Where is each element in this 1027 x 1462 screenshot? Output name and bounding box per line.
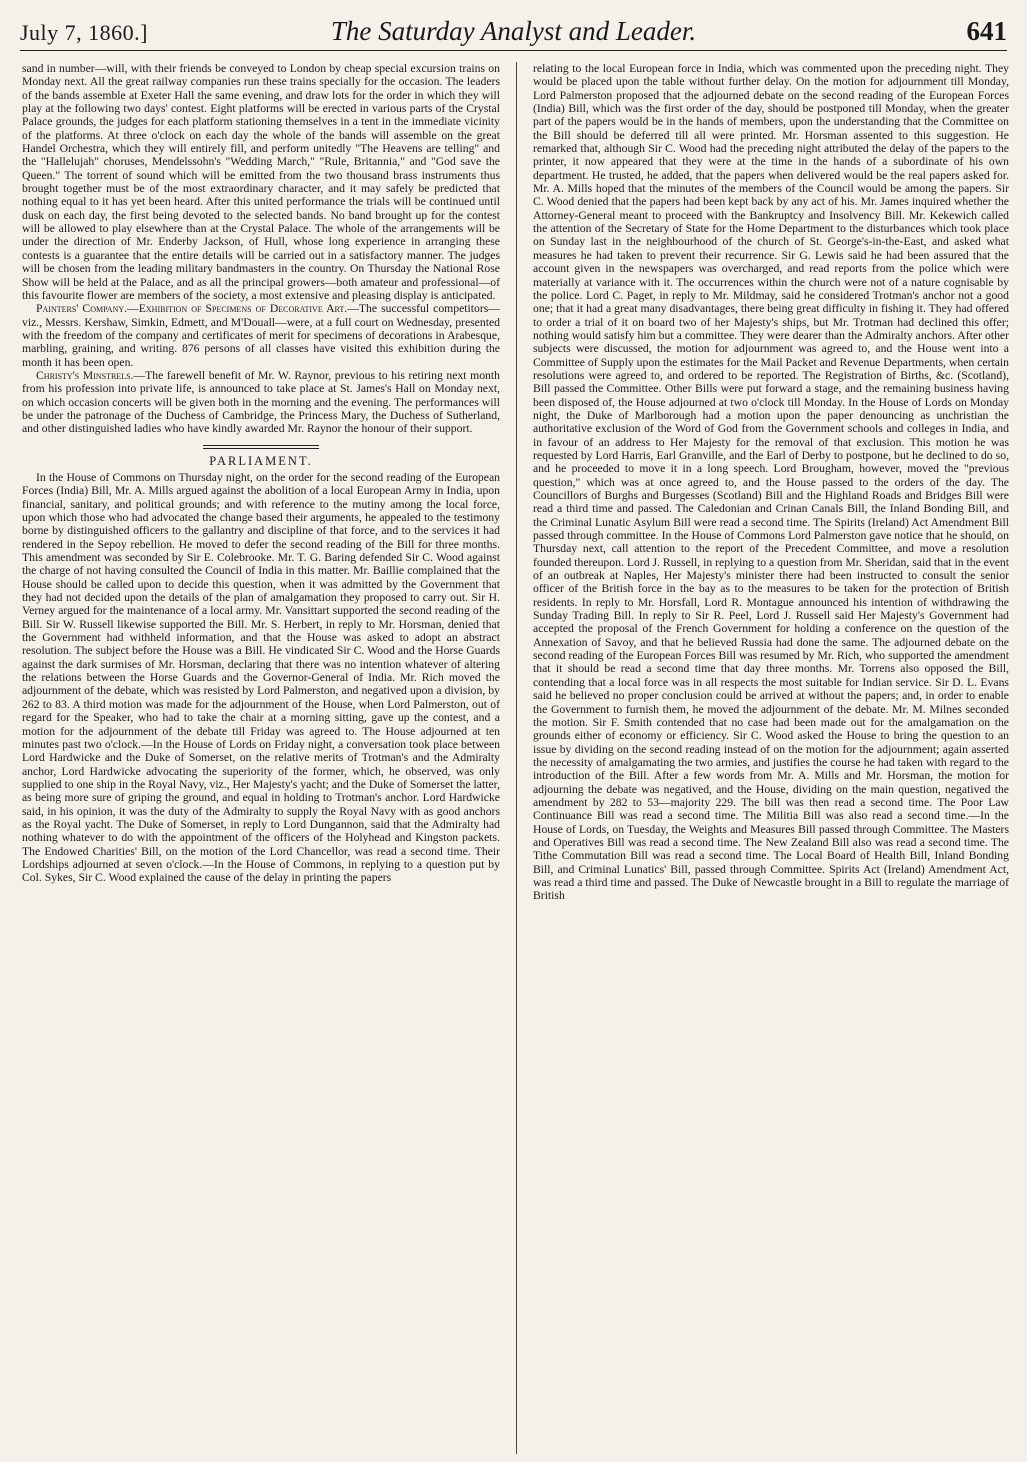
column-divider (516, 62, 517, 1454)
article-paragraph: relating to the local European force in India, which was commented upon the preceding night. They would be placed upon the table without further delay. On the motion for adjournment till Monday, Lord Palmerston proposed that the adjourned debate on the second reading of the European Forces (India) Bill, which was the first order of the day, should be postponed till Monday, when the greater part of the papers would be in the hands of members, upon the understanding that the Committee on the Bill should be deferred till all were printed. Mr. Horsman assented to this suggestion. He remarked that, although Sir C. Wood had the preceding night attributed the delay of the papers to the printer, it now appeared that they were at the time in the hands of a subordinate of his own department. He trusted, he added, that the papers when delivered would be the real papers asked for. Mr. A. Mills hoped that the minutes of the members of the Council would be among the papers. Sir C. Wood denied that the papers had been kept back by any act of his. Mr. James inquired whether the Attorney-General meant to proceed with the Bankruptcy and Insolvency Bill. Mr. Kekewich called the attention of the Secretary of State for the Home Department to the disturbances which took place on Sunday last in the neighbourhood of the church of St. George's-in-the-East, and asked what measures he had taken to prevent their recurrence. Sir G. Lewis said he had been assured that the account given in the newspapers was overcharged, and read reports from the police which were materially at variance with it. The occurrences within the church were not of a nature cognisable by the police. Lord C. Paget, in reply to Mr. Mildmay, said he considered Trotman's anchor not a good one; that it had a great many disadvantages, there being great difficulty in fishing it. They had offered to order a trial of it on board two of her Majesty's ships, but Mr. Trotman had declined this offer; nothing would satisfy him but a committee. They were dearer than the Admiralty anchors. After other subjects were discussed, the motion for adjournment was agreed to, and the House went into a Committee of Supply upon the estimates for the Mail Packet and Revenue Departments, when certain resolutions were agreed to, and ordered to be reported. The Registration of Births, &c. (Scotland), Bill passed the Committee. Other Bills were put forward a stage, and the remaining business having been disposed of, the House adjourned at two o'clock till Monday. In the House of Lords on Monday night, the Duke of Marlborough had a motion upon the paper denouncing as unchristian the authoritative exclusion of the Word of God from the Government schools and colleges in India, and in favour of an address to Her Majesty for the removal of that exclusion. This motion he was requested by Lord Harris, Earl Granville, and the Earl of Derby to postpone, but he declined to do so, and he proceeded to move it in a long speech. Lord Brougham, however, moved the "previous question," which was at once agreed to, and the House passed to the orders of the day. The Councillors of Burghs and Burgesses (Scotland) Bill and the Highland Roads and Bridges Bill were read a third time and passed. The Caledonian and Crinan Canals Bill, the Inland Bonding Bill, and the Criminal Lunatic Asylum Bill were read a second time. The Spirits (Ireland) Act Amendment Bill passed through committee. In the House of Commons Lord Palmerston gave notice that he should, on Thursday next, call attention to the report of the Precedent Committee, and move a resolution founded thereupon. Lord J. Russell, in replying to a question from Mr. Sheridan, said that in the event of an outbreak at Naples, Her Majesty's minister there had been instructed to consult the senior officer of the British force in the bay as to the measures to be taken for the protection of British residents. In reply to Mr. Horsfall, Lord R. Montague announced his intention of withdrawing the Sunday Trading Bill. In reply to Sir R. Peel, Lord J. Russell said Her Majesty's Government had accepted the proposal of the French Government for holding a conference on the question of the Annexation of Savoy, and that he believed Russia had done the same. The adjourned debate on the second reading of the European Forces Bill was resumed by Mr. Rich, who supported the amendment that it should be read a second time that day three months. Mr. Torrens also opposed the Bill, contending that a local force was in all respects the most suitable for Indian service. Sir D. L. Evans said he believed no proper conclusion could be arrived at without the papers; and, in order to enable the Government to furnish them, he moved the adjournment of the debate. Mr. M. Milnes seconded the motion. Sir F. Smith contended that no case had been made out for the amalgamation on the grounds either of economy or efficiency. Sir C. Wood asked the House to bring the question to an issue by dividing on the second reading instead of on the motion for the adjournment; again asserted the necessity of amalgamating the two armies, and justifies the course he had taken with regard to the introduction of the Bill. After a few words from Mr. A. Mills and Mr. Horsman, the motion for adjourning the debate was negatived, and the House, dividing on the main question, negatived the amendment by 282 to 53—majority 229. The bill was then read a second time. The Poor Law Continuance Bill was read a second time. The Militia Bill was also read a second time.—In the House of Lords, on Tuesday, the Weights and Measures Bill passed through Committee. The Masters and Operatives Bill was read a second time. The New Zealand Bill also was read a second time. The Tithe Commutation Bill was read a second time. The Local Board of Health Bill, Inland Bonding Bill, and Criminal Lunatics' Bill, passed through Committee. Spirits Act (Ireland) Amendment Act, was read a third time and passed. The Duke of Newcastle brought in a Bill to regulate the marriage of British (533, 62, 1009, 903)
paragraph-lead: Christy's Minstrels. (36, 368, 134, 382)
publication-title: The Saturday Analyst and Leader. (330, 16, 697, 46)
issue-date: July 7, 1860.] (20, 20, 148, 45)
article-paragraph: sand in number—will, with their friends be conveyed to London by cheap special excursion trains on Monday next. All the great railway companies run these trains specially for the occasion. The leaders of the bands assemble at Exeter Hall the same evening, and draw lots for the order in which they will play at the following two days' contest. Eight platforms will be erected in various parts of the Crystal Palace grounds, the judges for each platform stationing themselves in a tent in the immediate vicinity of the platforms. At three o'clock on each day the whole of the bands will assemble on the great Handel Orchestra, which they will entirely fill, and perform unitedly "The Heavens are telling" and the "Hallelujah" choruses, Mendelssohn's "Wedding March," "Rule, Britannia," and "God save the Queen." The torrent of sound which will be emitted from the two thousand brass instruments thus brought together must be of the most extraordinary character, and it may safely be predicted that nothing equal to it has yet been heard. After this united performance the trials will be continued until dusk on each day, the first being devoted to the selected bands. No band brought up for the contest will be allowed to play elsewhere than at the Crystal Palace. The whole of the arrangements will be under the direction of Mr. Enderby Jackson, of Hull, whose long experience in arranging these contests is a guarantee that the entire details will be carried out in a satisfactory manner. The judges will be chosen from the leading military bandmasters in the country. On Thursday the National Rose Show will be held at the Palace, and as all the principal growers—both amateur and professional—of this favourite flower are members of the society, a most extensive and pleasing display is anticipated. (22, 62, 500, 302)
right-column (533, 62, 1009, 1454)
article-paragraph: In the House of Commons on Thursday night, on the order for the second reading of the European Forces (India) Bill, Mr. A. Mills argued against the abolition of a local European Army in India, upon financial, sanitary, and political grounds; and with reference to the mutiny among the local force, upon which those who had advocated the change based their arguments, he appealed to the testimony borne by distinguished officers to the gallantry and discipline of that force, and to the services it had rendered in the Sepoy rebellion. He moved to defer the second reading of the Bill for three months. This amendment was seconded by Sir E. Colebrooke. Mr. T. G. Baring defended Sir C. Wood against the charge of not having consulted the Council of India in this matter. Mr. Baillie complained that the House should be called upon to decide this question, when it was admitted by the Government that they had not decided upon the details of the plan of amalgamation they proposed to carry out. Sir H. Verney argued for the maintenance of a local army. Mr. Vansittart supported the second reading of the Bill. Sir W. Russell likewise supported the Bill. Mr. S. Herbert, in reply to Mr. Horsman, denied that the Government had withheld information, and that the House was asked to adopt an abstract resolution. The subject before the House was a Bill. He vindicated Sir C. Wood and the Horse Guards against the dark surmises of Mr. Horsman, declaring that there was no intention whatever of altering the relations between the Horse Guards and the Governor-General of India. Mr. Rich moved the adjournment of the debate, which was resisted by Lord Palmerston, and negatived upon a division, by 262 to 83. A third motion was made for the adjournment of the House, when Lord Palmerston, out of regard for the Speaker, who had to take the chair at a morning sitting, gave up the contest, and a motion for the adjournment of the debate till Friday was agreed to. The House adjourned at ten minutes past two o'clock.—In the House of Lords on Friday night, a conversation took place between Lord Hardwicke and the Duke of Somerset, on the relative merits of Trotman's and the Admiralty anchor, Lord Hardwicke advocating the superiority of the former, which, he observed, was only supplied to one ship in the Royal Navy, viz., Her Majesty's yacht; and the Duke of Somerset the latter, as being more sure of griping the ground, and equal in holding to Trotman's anchor. Lord Hardwicke said, in his opinion, it was the duty of the Admiralty to supply the Royal Navy with as good anchors as the Royal yacht. The Duke of Somerset, in reply to Lord Dungannon, said that the Admiralty had nothing whatever to do with the appointment of the officers of the Holyhead and Kingston packets. The Endowed Charities' Bill, on the motion of the Lord Chancellor, was read a second time. Their Lordships adjourned at seven o'clock.—In the House of Commons, in replying to a question put by Col. Sykes, Sir C. Wood explained the cause of the delay in printing the papers (22, 470, 500, 885)
paragraph-lead: Painters' Company.—Exhibition of Specimens of Decorative Art. (36, 302, 348, 316)
left-column (22, 62, 500, 1454)
page-number: 641 (966, 16, 1007, 46)
section-rule (203, 445, 319, 449)
article-paragraph (22, 369, 500, 436)
article-paragraph (22, 302, 500, 369)
paragraph-body: —The successful competitors—viz., Messrs. Kershaw, Simkin, Edmett, and M'Douall—were, at a full court on Wednesday, presented with the freedom of the company and certificates of merit for specimens of decorations in Arabesque, marbling, graining, and writing. 876 persons of all classes have visited this exhibition during the month it has been open. (22, 302, 500, 369)
paragraph-body: —The farewell benefit of Mr. W. Raynor, previous to his retiring next month from his profession into private life, is announced to take place at St. James's Hall on Monday next, on which occasion concerts will be given both in the morning and the evening. The performances will be under the patronage of the Duchess of Cambridge, the Princess Mary, the Duchess of Sutherland, and other distinguished ladies who have kindly awarded Mr. Raynor the honour of their support. (22, 368, 500, 436)
section-heading: PARLIAMENT. (209, 453, 313, 468)
page-header (20, 14, 1007, 51)
